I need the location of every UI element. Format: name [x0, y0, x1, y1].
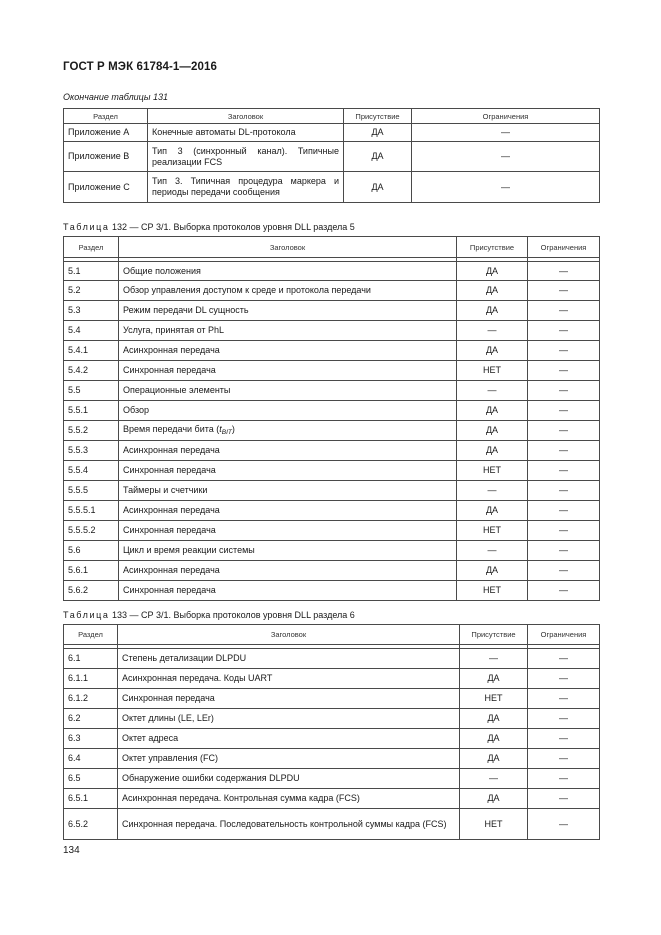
- column-header-presence: Присутствие: [457, 237, 528, 258]
- table-row: [64, 281, 600, 301]
- cell-title: Тип 3 (синхронный канал). Типичные реализации FCS: [148, 142, 344, 172]
- table-row: [64, 421, 600, 441]
- table-133: [63, 624, 600, 840]
- cell-presence: ДА: [457, 501, 528, 521]
- cell-section: 6.1.1: [64, 669, 118, 689]
- cell-title: Тип 3. Типичная процедура маркера и периоды передачи сообщения: [148, 172, 344, 203]
- cell-section: 5.6.1: [64, 561, 119, 581]
- cell-limits: —: [528, 521, 600, 541]
- column-header-limits: Ограничения: [528, 237, 600, 258]
- cell-presence: —: [457, 541, 528, 561]
- cell-section: 5.5.2: [64, 421, 119, 441]
- table-row: [64, 789, 600, 809]
- cell-limits: —: [528, 769, 600, 789]
- cell-title: Октет адреса: [118, 729, 460, 749]
- table-row: [64, 689, 600, 709]
- table-row: [64, 749, 600, 769]
- cell-section: 5.5.5.2: [64, 521, 119, 541]
- cell-section: 5.4: [64, 321, 119, 341]
- table-row: [64, 172, 600, 203]
- cell-presence: НЕТ: [457, 581, 528, 601]
- cell-title: [119, 421, 457, 441]
- table-header-row: [64, 237, 600, 258]
- table-row: [64, 481, 600, 501]
- cell-title: Октет управления (FC): [118, 749, 460, 769]
- caption-text: 133 — СР 3/1. Выборка протоколов уровня DLL раздела 6: [112, 610, 355, 620]
- table-row: [64, 142, 600, 172]
- cell-limits: —: [528, 501, 600, 521]
- cell-limits: —: [412, 124, 600, 142]
- cell-title: Асинхронная передача: [119, 441, 457, 461]
- document-header: ГОСТ Р МЭК 61784-1—2016: [63, 61, 217, 73]
- cell-title: Общие положения: [119, 262, 457, 281]
- cell-title: Степень детализации DLPDU: [118, 649, 460, 669]
- column-header-limits: Ограничения: [412, 109, 600, 124]
- cell-section: 6.3: [64, 729, 118, 749]
- cell-section: 5.5: [64, 381, 119, 401]
- cell-section: 6.1: [64, 649, 118, 669]
- cell-limits: —: [528, 749, 600, 769]
- cell-title: Синхронная передача. Последовательность контрольной суммы кадра (FCS): [118, 809, 460, 840]
- cell-presence: ДА: [457, 561, 528, 581]
- column-header-presence: Присутствие: [344, 109, 412, 124]
- table-row: [64, 501, 600, 521]
- table-row: [64, 809, 600, 840]
- cell-limits: —: [528, 689, 600, 709]
- table-132: [63, 236, 600, 601]
- cell-limits: —: [528, 669, 600, 689]
- cell-section: 5.5.5.1: [64, 501, 119, 521]
- table-row: [64, 124, 600, 142]
- cell-title: Конечные автоматы DL-протокола: [148, 124, 344, 142]
- cell-limits: —: [528, 421, 600, 441]
- cell-section: 5.3: [64, 301, 119, 321]
- cell-limits: —: [528, 341, 600, 361]
- cell-presence: НЕТ: [460, 809, 528, 840]
- column-header-title: Заголовок: [118, 625, 460, 645]
- cell-presence: ДА: [457, 301, 528, 321]
- cell-section: 5.5.4: [64, 461, 119, 481]
- cell-title: Асинхронная передача. Коды UART: [118, 669, 460, 689]
- symbol-t: t: [219, 423, 222, 434]
- cell-title: Услуга, принятая от PhL: [119, 321, 457, 341]
- cell-section: 6.1.2: [64, 689, 118, 709]
- cell-limits: —: [412, 172, 600, 203]
- cell-presence: ДА: [457, 441, 528, 461]
- cell-section: 5.6.2: [64, 581, 119, 601]
- table-header-row: [64, 625, 600, 645]
- table-row: [64, 541, 600, 561]
- cell-presence: НЕТ: [457, 361, 528, 381]
- cell-title: Таймеры и счетчики: [119, 481, 457, 501]
- cell-title: Синхронная передача: [119, 461, 457, 481]
- cell-limits: —: [528, 809, 600, 840]
- cell-section: Приложение С: [64, 172, 148, 203]
- cell-section: 6.4: [64, 749, 118, 769]
- column-header-presence: Присутствие: [460, 625, 528, 645]
- symbol-subscript: BIT: [221, 428, 232, 436]
- cell-limits: —: [528, 709, 600, 729]
- table-132-caption: [63, 222, 355, 232]
- cell-section: Приложение В: [64, 142, 148, 172]
- cell-presence: ДА: [457, 281, 528, 301]
- cell-title: Октет длины (LE, LEr): [118, 709, 460, 729]
- cell-presence: ДА: [344, 142, 412, 172]
- cell-presence: ДА: [457, 262, 528, 281]
- table-row: [64, 521, 600, 541]
- table-row: [64, 341, 600, 361]
- cell-title: Асинхронная передача: [119, 561, 457, 581]
- cell-presence: —: [457, 321, 528, 341]
- cell-title: Обзор управления доступом к среде и протокола передачи: [119, 281, 457, 301]
- cell-section: 5.2: [64, 281, 119, 301]
- cell-presence: —: [457, 381, 528, 401]
- table-row: [64, 769, 600, 789]
- page-number: 134: [63, 845, 80, 856]
- table-row: [64, 381, 600, 401]
- caption-text: 132 — СР 3/1. Выборка протоколов уровня DLL раздела 5: [112, 222, 355, 232]
- cell-limits: —: [412, 142, 600, 172]
- cell-presence: НЕТ: [457, 521, 528, 541]
- cell-presence: ДА: [457, 421, 528, 441]
- cell-section: 6.5.1: [64, 789, 118, 809]
- cell-title: Цикл и время реакции системы: [119, 541, 457, 561]
- table-row: [64, 709, 600, 729]
- column-header-section: Раздел: [64, 237, 119, 258]
- table-row: [64, 581, 600, 601]
- table-row: [64, 361, 600, 381]
- column-header-section: Раздел: [64, 109, 148, 124]
- cell-section: 6.5.2: [64, 809, 118, 840]
- cell-limits: —: [528, 381, 600, 401]
- cell-section: 5.6: [64, 541, 119, 561]
- column-header-section: Раздел: [64, 625, 118, 645]
- cell-presence: НЕТ: [460, 689, 528, 709]
- table-131: [63, 108, 600, 203]
- table-row: [64, 669, 600, 689]
- cell-limits: —: [528, 301, 600, 321]
- table-row: [64, 729, 600, 749]
- cell-presence: —: [460, 769, 528, 789]
- title-end: ): [231, 423, 235, 434]
- cell-title: Асинхронная передача: [119, 341, 457, 361]
- cell-title: Асинхронная передача. Контрольная сумма кадра (FCS): [118, 789, 460, 809]
- cell-presence: ДА: [460, 749, 528, 769]
- column-header-limits: Ограничения: [528, 625, 600, 645]
- caption-label: Таблица: [63, 610, 110, 620]
- cell-limits: —: [528, 401, 600, 421]
- cell-limits: —: [528, 281, 600, 301]
- cell-limits: —: [528, 581, 600, 601]
- cell-section: 5.4.1: [64, 341, 119, 361]
- cell-section: 5.1: [64, 262, 119, 281]
- cell-presence: ДА: [457, 401, 528, 421]
- caption-label: Таблица: [63, 222, 110, 232]
- cell-presence: —: [457, 481, 528, 501]
- cell-presence: ДА: [460, 729, 528, 749]
- table-row: [64, 461, 600, 481]
- cell-section: 5.5.3: [64, 441, 119, 461]
- cell-limits: —: [528, 561, 600, 581]
- table-header-row: [64, 109, 600, 124]
- cell-title: Режим передачи DL сущность: [119, 301, 457, 321]
- cell-limits: —: [528, 361, 600, 381]
- cell-title: Обнаружение ошибки содержания DLPDU: [118, 769, 460, 789]
- table-133-caption: [63, 610, 355, 620]
- cell-presence: НЕТ: [457, 461, 528, 481]
- table-row: [64, 441, 600, 461]
- cell-limits: —: [528, 262, 600, 281]
- cell-title: Синхронная передача: [119, 521, 457, 541]
- table-row: [64, 401, 600, 421]
- table-row: [64, 262, 600, 281]
- table-row: [64, 301, 600, 321]
- cell-title: Синхронная передача: [119, 361, 457, 381]
- cell-title: Синхронная передача: [119, 581, 457, 601]
- table-row: [64, 649, 600, 669]
- cell-title: Обзор: [119, 401, 457, 421]
- cell-limits: —: [528, 461, 600, 481]
- cell-title: Операционные элементы: [119, 381, 457, 401]
- cell-section: 5.5.1: [64, 401, 119, 421]
- table-131-caption: Окончание таблицы 131: [63, 92, 168, 102]
- cell-limits: —: [528, 541, 600, 561]
- title-text: Время передачи бита (: [123, 423, 220, 434]
- cell-limits: —: [528, 481, 600, 501]
- cell-section: 5.5.5: [64, 481, 119, 501]
- cell-presence: ДА: [460, 789, 528, 809]
- cell-title: Синхронная передача: [118, 689, 460, 709]
- table-row: [64, 561, 600, 581]
- cell-limits: —: [528, 649, 600, 669]
- cell-presence: ДА: [460, 709, 528, 729]
- cell-limits: —: [528, 729, 600, 749]
- cell-section: 6.2: [64, 709, 118, 729]
- cell-presence: ДА: [344, 172, 412, 203]
- cell-limits: —: [528, 321, 600, 341]
- cell-presence: ДА: [344, 124, 412, 142]
- cell-limits: —: [528, 789, 600, 809]
- column-header-title: Заголовок: [148, 109, 344, 124]
- cell-presence: ДА: [457, 341, 528, 361]
- cell-section: Приложение А: [64, 124, 148, 142]
- cell-presence: —: [460, 649, 528, 669]
- cell-section: 5.4.2: [64, 361, 119, 381]
- table-row: [64, 321, 600, 341]
- cell-presence: ДА: [460, 669, 528, 689]
- cell-section: 6.5: [64, 769, 118, 789]
- column-header-title: Заголовок: [119, 237, 457, 258]
- cell-title: Асинхронная передача: [119, 501, 457, 521]
- cell-limits: —: [528, 441, 600, 461]
